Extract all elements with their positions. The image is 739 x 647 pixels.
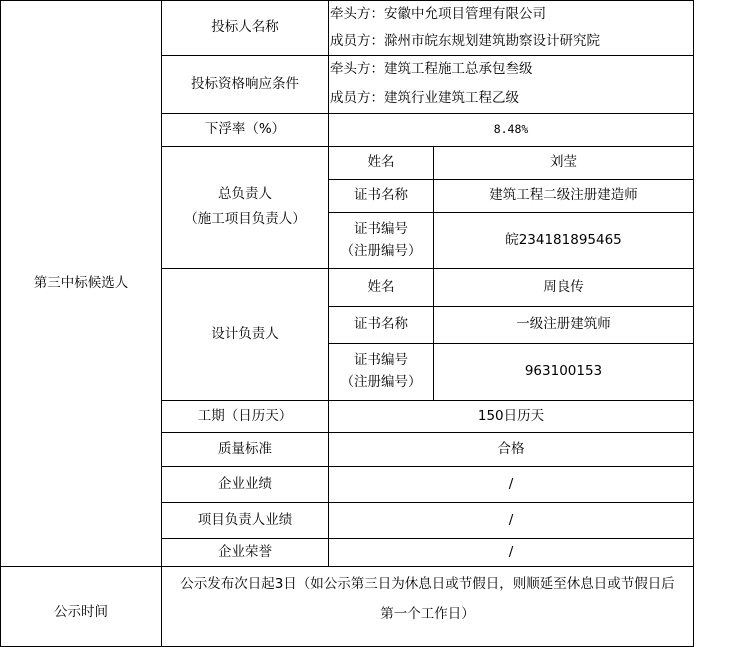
gm-name-value: 刘莹 bbox=[550, 154, 577, 171]
dm-cert-name-value-cell bbox=[434, 307, 694, 344]
performance-label-cell bbox=[162, 467, 329, 503]
dm-cert-no-sublabel: （注册编号） bbox=[340, 374, 422, 390]
duration-label: 工期（日历天） bbox=[197, 407, 293, 424]
gm-cert-no-value: 皖234181895465 bbox=[505, 231, 622, 248]
dm-name-value: 周良传 bbox=[543, 278, 584, 295]
design-manager-label: 设计负责人 bbox=[211, 325, 279, 342]
gm-cert-name-label: 证书名称 bbox=[354, 187, 408, 204]
quality-label-cell bbox=[162, 433, 329, 467]
dm-cert-no-label-cell bbox=[329, 344, 434, 401]
quality-value-cell bbox=[329, 433, 694, 467]
section-label-text: 第三中标候选人 bbox=[33, 274, 129, 291]
qualification-label: 投标资格响应条件 bbox=[191, 75, 299, 92]
dm-name-value-cell bbox=[434, 269, 694, 307]
float-rate-label: 下浮率（%） bbox=[204, 121, 286, 138]
general-manager-sublabel: （施工项目负责人） bbox=[184, 211, 306, 227]
float-rate-value: 8.48% bbox=[493, 122, 529, 137]
gm-name-value-cell bbox=[434, 147, 694, 180]
duration-label-cell bbox=[162, 401, 329, 433]
float-rate-value-cell bbox=[329, 114, 694, 147]
bidder-name-value-cell bbox=[329, 0, 694, 56]
performance-label: 企业业绩 bbox=[218, 475, 272, 492]
dm-cert-no-label: 证书编号 bbox=[354, 352, 408, 369]
dm-name-label-cell bbox=[329, 269, 434, 307]
quality-value: 合格 bbox=[497, 440, 525, 457]
quality-label: 质量标准 bbox=[218, 440, 272, 457]
gm-name-label: 姓名 bbox=[367, 154, 395, 171]
bidder-name-label: 投标人名称 bbox=[211, 19, 279, 36]
pm-performance-label-cell bbox=[162, 503, 329, 539]
publicity-value-cell bbox=[162, 567, 694, 647]
section-label-third-candidate bbox=[0, 0, 162, 567]
qualification-member: 成员方：建筑行业建筑工程乙级 bbox=[330, 89, 519, 106]
general-manager-label-cell bbox=[162, 147, 329, 269]
gm-cert-no-value-cell bbox=[434, 213, 694, 269]
gm-cert-name-value: 建筑工程二级注册建造师 bbox=[489, 187, 638, 204]
gm-name-label-cell bbox=[329, 147, 434, 180]
gm-cert-no-sublabel: （注册编号） bbox=[340, 242, 422, 259]
general-manager-label: 总负责人 bbox=[218, 186, 272, 203]
bidder-member: 成员方：滁州市皖东规划建筑勘察设计研究院 bbox=[330, 32, 600, 49]
gm-cert-no-label-cell bbox=[329, 213, 434, 269]
publicity-text-line1: 公示发布次日起3日（如公示第三日为休息日或节假日，则顺延至休息日或节假日后 bbox=[180, 576, 675, 592]
dm-cert-name-value: 一级注册建筑师 bbox=[516, 316, 611, 333]
dm-cert-name-label: 证书名称 bbox=[354, 316, 408, 333]
bidder-lead: 牵头方：安徽中允项目管理有限公司 bbox=[330, 5, 546, 22]
publicity-label: 公示时间 bbox=[54, 604, 108, 620]
pm-performance-value-cell bbox=[329, 503, 694, 539]
publicity-label-cell bbox=[0, 567, 162, 647]
dm-cert-name-label-cell bbox=[329, 307, 434, 344]
pm-performance-value: / bbox=[508, 511, 514, 528]
bidder-name-label-cell bbox=[162, 0, 329, 56]
honors-label: 企业荣誉 bbox=[218, 543, 272, 560]
performance-value: / bbox=[508, 475, 514, 492]
dm-cert-no-value: 963100153 bbox=[524, 363, 603, 380]
gm-cert-no-label: 证书编号 bbox=[354, 220, 408, 237]
qualification-lead: 牵头方：建筑工程施工总承包叁级 bbox=[330, 61, 533, 78]
gm-cert-name-label-cell bbox=[329, 180, 434, 213]
qualification-label-cell bbox=[162, 56, 329, 114]
design-manager-label-cell bbox=[162, 269, 329, 401]
honors-value-cell bbox=[329, 539, 694, 567]
duration-value: 150日历天 bbox=[477, 407, 545, 424]
pm-performance-label: 项目负责人业绩 bbox=[197, 511, 293, 528]
dm-cert-no-value-cell bbox=[434, 344, 694, 401]
qualification-value-cell bbox=[329, 56, 694, 114]
publicity-text-line2: 第一个工作日） bbox=[380, 606, 475, 622]
performance-value-cell bbox=[329, 467, 694, 503]
duration-value-cell bbox=[329, 401, 694, 433]
honors-value: / bbox=[508, 543, 514, 560]
gm-cert-name-value-cell bbox=[434, 180, 694, 213]
float-rate-label-cell bbox=[162, 114, 329, 147]
dm-name-label: 姓名 bbox=[367, 278, 395, 295]
honors-label-cell bbox=[162, 539, 329, 567]
